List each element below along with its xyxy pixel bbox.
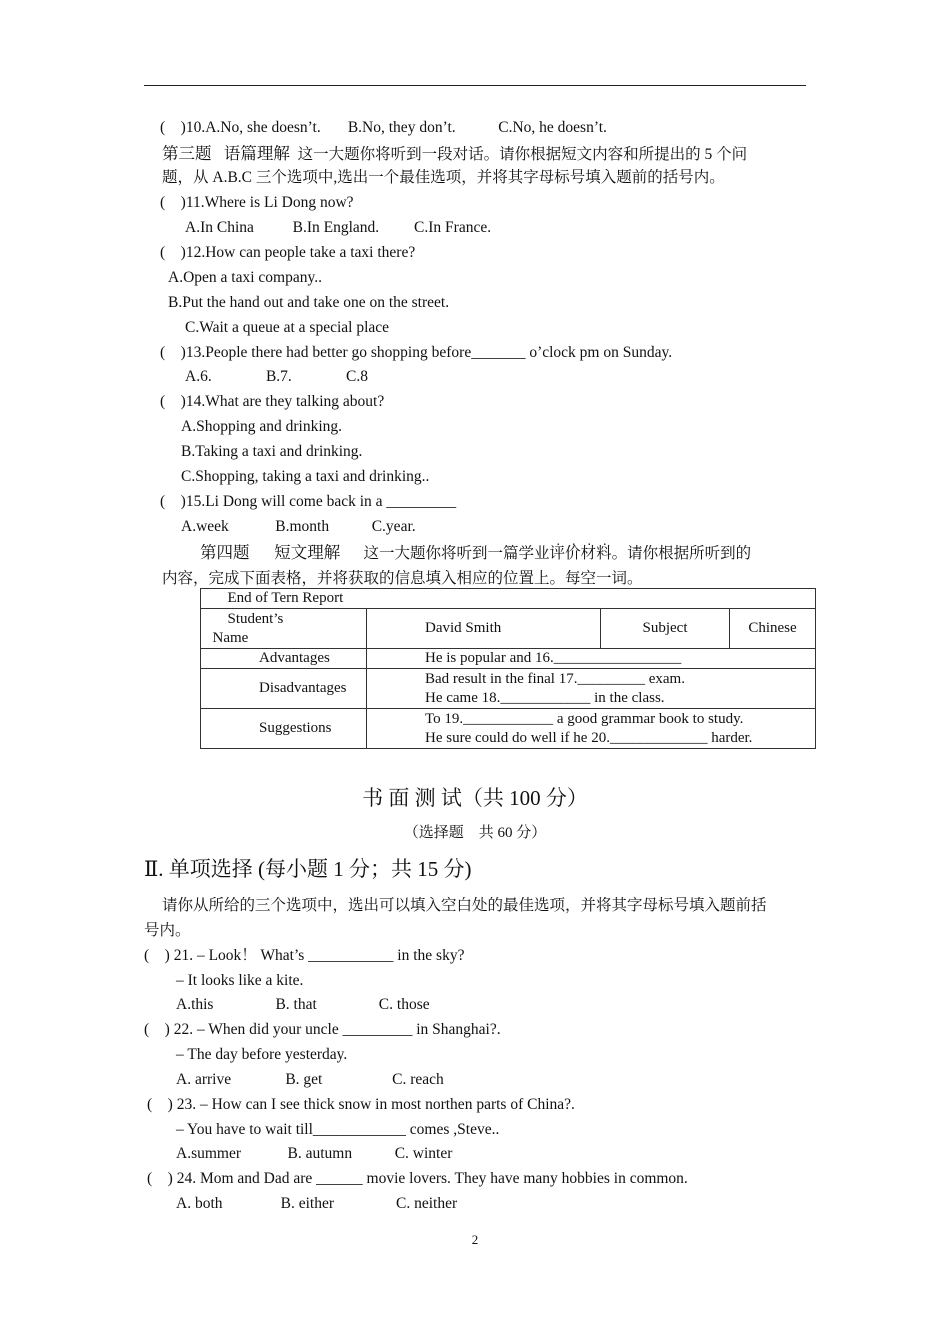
- advantages-label: Advantages: [201, 649, 367, 669]
- student-name-value: David Smith: [367, 609, 601, 649]
- emphasis-char: 价: [565, 545, 581, 562]
- part3-heading: [162, 144, 747, 165]
- question-24-options: A. both B. either C. neither: [176, 1195, 458, 1212]
- question-21-options: A.this B. that C. those: [176, 996, 430, 1013]
- question-12-option-a: A.Open a taxi company..: [168, 269, 322, 286]
- question-23-reply: – You have to wait till____________ comes ,Steve..: [176, 1121, 500, 1138]
- question-24: ( ) 24. Mom and Dad are ______ movie lovers. They have many hobbies in common.: [147, 1170, 688, 1187]
- question-13: ( )13.People there had better go shopping before_______ o’clock pm on Sunday.: [160, 344, 673, 361]
- report-title: End of Tern Report: [201, 589, 816, 609]
- question-23: ( ) 23. – How can I see thick snow in most northen parts of China?.: [147, 1096, 575, 1113]
- part4-intro-line2: 内容，完成下面表格，并将获取的信息填入相应的位置上。每空一词。: [162, 570, 643, 587]
- end-of-term-report-table: [200, 588, 816, 749]
- question-15-options: A.week B.month C.year.: [181, 518, 416, 535]
- suggestions-value: To 19.____________ a good grammar book to study. He sure could do well if he 20._____________ harder.: [367, 709, 816, 749]
- question-14-option-a: A.Shopping and drinking.: [181, 418, 343, 435]
- question-12-option-c: C.Wait a queue at a special place: [185, 319, 390, 336]
- emphasis-char: 评: [549, 545, 566, 562]
- part3-intro-line2: 题，从 A.B.C 三个选项中,选出一个最佳选项，并将其字母标号填入题前的括号内。: [162, 169, 725, 186]
- question-22-options: A. arrive B. get C. reach: [176, 1071, 444, 1088]
- question-22-reply: – The day before yesterday.: [176, 1046, 348, 1063]
- question-14-option-b: B.Taking a taxi and drinking.: [181, 443, 363, 460]
- disadvantages-label: Disadvantages: [201, 669, 367, 709]
- suggestions-label: Suggestions: [201, 709, 367, 749]
- question-11: ( )11.Where is Li Dong now?: [160, 194, 354, 211]
- question-14-option-c: C.Shopping, taking a taxi and drinking..: [181, 468, 430, 485]
- page-number: 2: [471, 1232, 479, 1247]
- part3-intro-line1: 这一大题你将听到一段对话。请你根据短文内容和所提出的 5 个问: [297, 146, 748, 163]
- section-2-intro-line1: 请你从所给的三个选项中，选出可以填入空白处的最佳选项，并将其字母标号填入题前括: [162, 897, 767, 914]
- question-12: ( )12.How can people take a taxi there?: [160, 244, 416, 261]
- question-21-reply: – It looks like a kite.: [176, 972, 304, 989]
- emphasis-char: 材: [580, 545, 597, 562]
- question-14: ( )14.What are they talking about?: [160, 393, 385, 410]
- disadvantages-value: Bad result in the final 17._________ exam. He came 18.____________ in the class.: [367, 669, 816, 709]
- section-2-heading: Ⅱ. 单项选择 (每小题 1 分；共 15 分): [144, 857, 472, 881]
- header-rule: [144, 85, 806, 86]
- part3-title: 第三题 语篇理解: [162, 144, 290, 163]
- advantages-value: He is popular and 16._________________: [367, 649, 816, 669]
- question-11-options: A.In China B.In England. C.In France.: [185, 219, 492, 236]
- question-10: ( )10.A.No, she doesn’t. B.No, they don’t. C.No, he doesn’t.: [160, 119, 607, 136]
- question-22: ( ) 22. – When did your uncle _________ in Shanghai?.: [144, 1021, 501, 1038]
- subject-value: Chinese: [730, 609, 816, 649]
- section-2-intro-line2: 号内。: [144, 922, 191, 939]
- question-15: ( )15.Li Dong will come back in a _________: [160, 493, 457, 510]
- question-21: ( ) 21. – Look！ What’s ___________ in the sky?: [144, 947, 465, 964]
- emphasis-char: 料: [596, 545, 612, 562]
- part4-intro-a: 这一大题你将听到一篇学业: [363, 545, 550, 562]
- part4-title: 第四题 短文理解: [200, 543, 341, 562]
- subject-label: Subject: [601, 609, 730, 649]
- written-test-title: 书 面 测 试（共 100 分）: [362, 786, 588, 810]
- question-13-options: A.6. B.7. C.8: [185, 368, 368, 385]
- part4-intro-b: 。请你根据所听到的: [611, 545, 752, 562]
- question-12-option-b: B.Put the hand out and take one on the street.: [168, 294, 450, 311]
- question-23-options: A.summer B. autumn C. winter: [176, 1145, 453, 1162]
- part4-heading: [200, 543, 751, 564]
- student-name-label: Student’s Name: [201, 609, 367, 649]
- part4-intro-dotted: [550, 545, 612, 562]
- written-test-subtitle: （选择题 共 60 分）: [403, 825, 547, 841]
